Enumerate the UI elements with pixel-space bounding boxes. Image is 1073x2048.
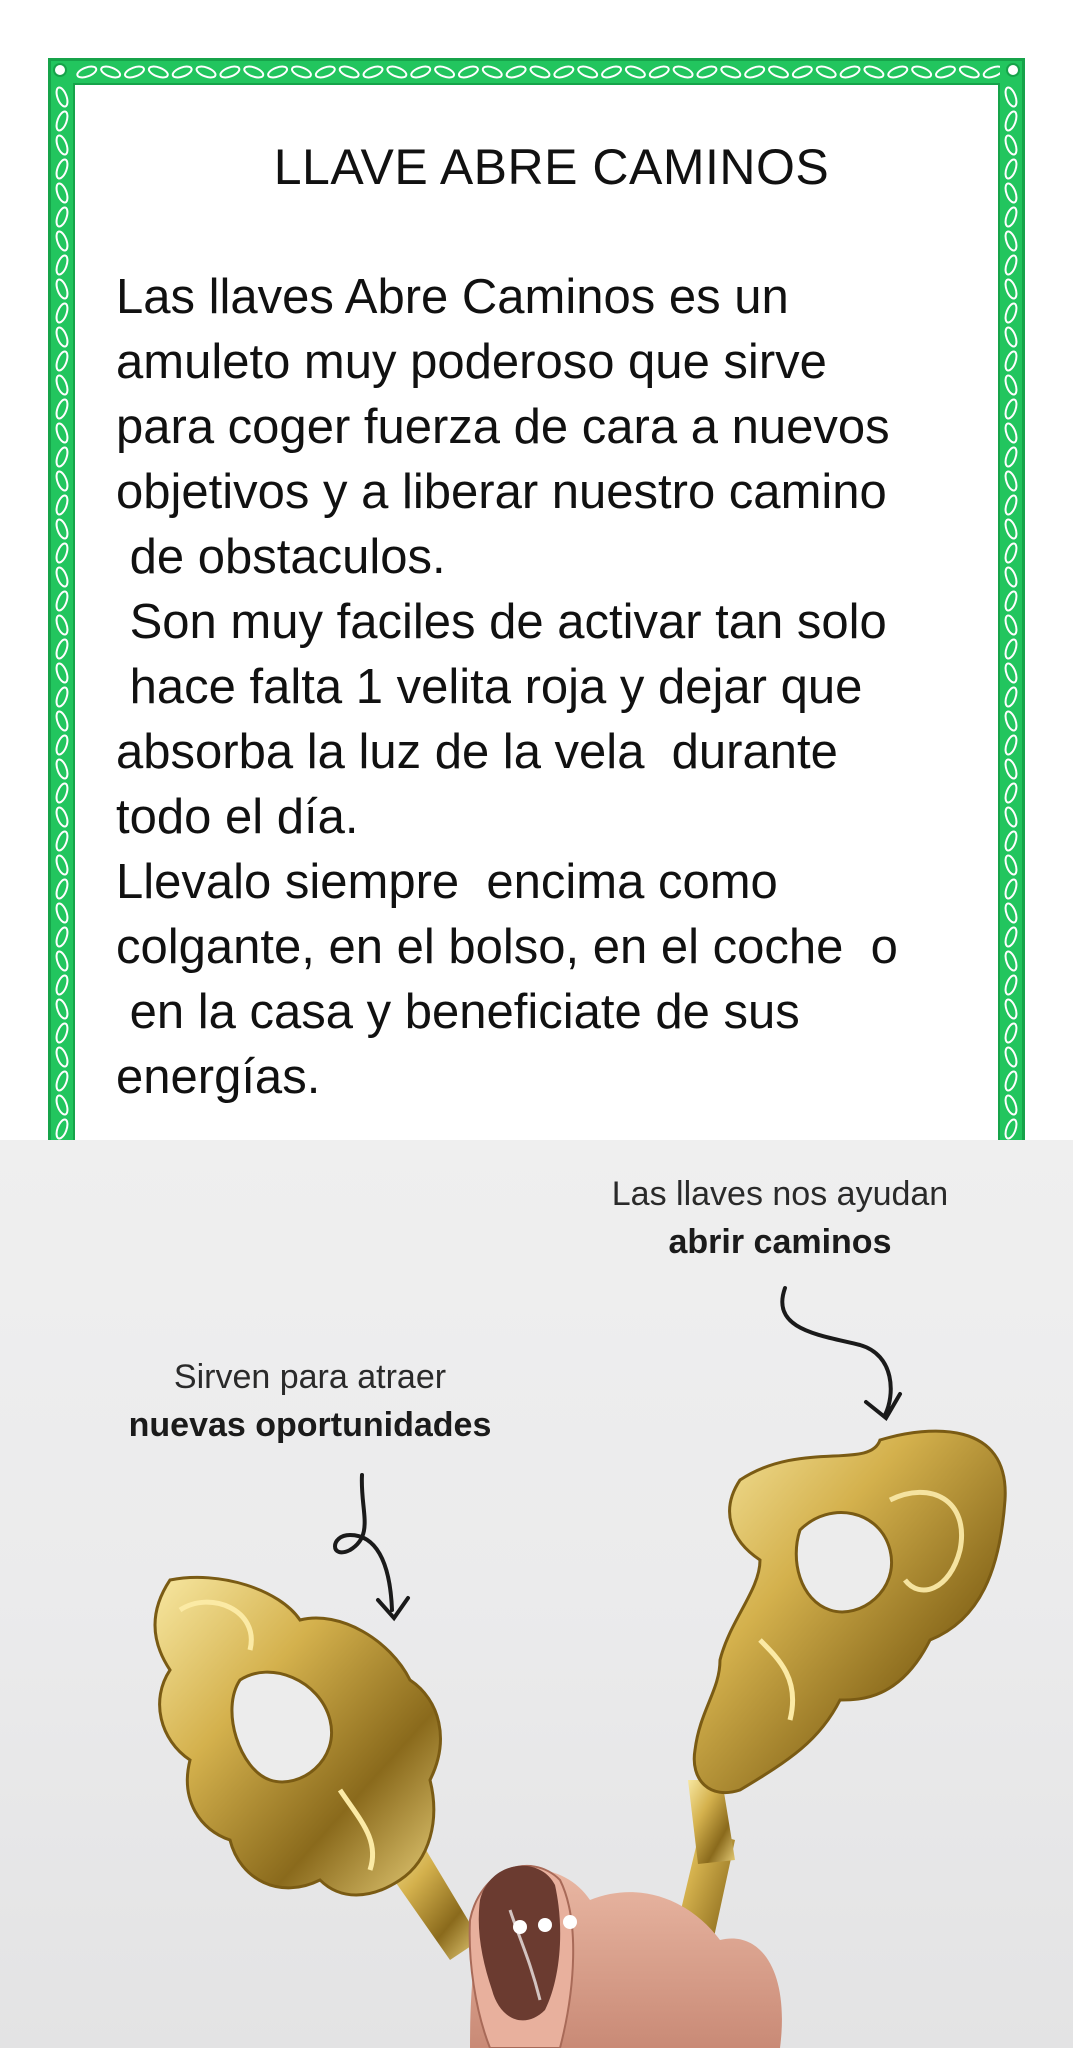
body-line: Llevalo siempre encima como [116,855,778,909]
body-line: amuleto muy poderoso que sirve [116,335,827,389]
corner-ornament-top-left [53,63,67,77]
caption-right [545,1170,1015,1266]
keys-illustration [0,1140,1073,2048]
body-line: energías. [116,1050,321,1104]
body-line: Las llaves Abre Caminos es un [116,270,789,324]
body-line: absorba la luz de la vela durante [116,725,838,779]
card-title: LLAVE ABRE CAMINOS [273,139,830,195]
body-line: en la casa y beneficiate de sus [116,985,800,1039]
corner-ornament-top-right [1006,63,1020,77]
caption-right-line1: Las llaves nos ayudan [611,1175,949,1213]
body-line: de obstaculos. [116,530,446,584]
hand-holding-keys [470,1866,782,2048]
caption-left-line1: Sirven para atraer [173,1358,447,1396]
body-line: colgante, en el bolso, en el coche o [116,920,898,974]
body-line: todo el día. [116,790,359,844]
card-body-text [116,265,996,1110]
caption-left-line2: nuevas oportunidades [128,1406,492,1444]
body-line: Son muy faciles de activar tan solo [116,595,887,649]
caption-right-line2: abrir caminos [668,1223,892,1261]
body-line: para coger fuerza de cara a nuevos [116,400,890,454]
caption-left [60,1353,560,1449]
body-line: objetivos y a liberar nuestro camino [116,465,887,519]
arrow-right-icon [782,1288,900,1418]
left-key-illustration [155,1577,480,1960]
product-photo [0,1140,1073,2048]
border-chain-left [51,61,73,1140]
border-chain-top [51,61,1022,83]
arrow-left-icon [335,1475,408,1618]
body-line: hace falta 1 velita roja y dejar que [116,660,863,714]
border-chain-right [1000,61,1022,1140]
